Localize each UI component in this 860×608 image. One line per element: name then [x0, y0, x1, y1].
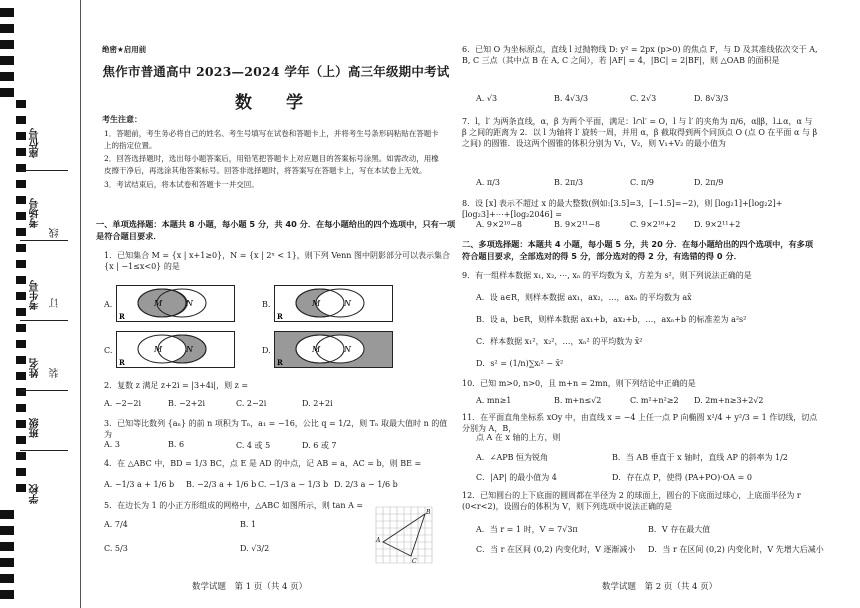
q3-option-b: B. 6	[168, 440, 185, 449]
venn-d-r: R	[277, 358, 283, 367]
question-5-stem: 5．在边长为 1 的小正方形组成的网格中，△ABC 如图所示，则 tan A =	[104, 501, 364, 510]
q8-option-a: A. 9×2¹⁰−8	[476, 220, 522, 229]
venn-a-r: R	[119, 312, 125, 321]
seat-number-blank[interactable]	[20, 170, 68, 171]
page-2-footer: 数学试题 第 2 页（共 4 页）	[602, 582, 718, 592]
question-7-stem: 7．l，l′ 为两条直线，α，β 为两个平面，满足：l∩l′ = O，l 与 l′ 的夹角为 π/6，α∥β，l⊥α，α 与 β 之间的距离为 2．以 l 为轴将 l′ 旋转一周，并用 α，β 截取得到两个同顶点 O (点 O 在平面 α 与 β 之间) 的圆锥．设这两个圆锥的体积分别为 V₁，V₂，则 V₁+V₂ 的最小值为	[462, 117, 818, 149]
label-class: 班级	[30, 418, 41, 438]
q7-option-b: B. 2π/3	[554, 178, 584, 187]
q6-option-a: A. √3	[476, 94, 498, 103]
q7-option-c: C. π/9	[630, 178, 654, 187]
venn-a-m: M	[154, 299, 163, 308]
cut-mark-staple: 订	[50, 298, 61, 308]
question-1-stem: 1．已知集合 M = {x | x+1≥0}，N = {x | 2ˣ < 1}，则下列 Venn 图中阴影部分可以表示集合 {x | −1≤x<0} 的是	[104, 251, 450, 272]
q3-option-a: A. 3	[104, 440, 120, 449]
q2-option-b: B. −2+2i	[168, 399, 206, 408]
cut-mark-line: 线	[50, 228, 61, 238]
question-4-stem: 4．在 △ABC 中，BD = 1/3 BC，点 E 是 AD 的中点，记 AB = a，AC = b，则 BE =	[104, 459, 422, 468]
venn-b-m: M	[312, 299, 321, 308]
q8-option-d: D. 9×2¹¹+2	[694, 220, 741, 229]
q5-option-b: B. 1	[240, 520, 257, 529]
q7-option-d: D. 2π/9	[694, 178, 724, 187]
cut-mark-bind: 装	[50, 368, 61, 378]
venn-d-n: N	[344, 345, 351, 354]
label-seat-number: 座位号	[30, 128, 41, 158]
q5-option-d: D. √3/2	[240, 544, 270, 553]
q3-option-d: D. 6 或 7	[302, 441, 337, 450]
label-candidate-number: 考生号	[30, 280, 41, 310]
q2-option-c: C. 2−2i	[236, 399, 267, 408]
q7-option-a: A. π/3	[476, 178, 500, 187]
question-2-stem: 2．复数 z 满足 z+2i = |3+4i|，则 z =	[104, 381, 249, 390]
page-1-footer: 数学试题 第 1 页（共 4 页）	[192, 582, 308, 592]
q12-option-a: A．当 r = 1 时，V = 7√3π	[476, 525, 578, 534]
q3-option-c: C. 4 或 5	[236, 441, 271, 450]
venn-diagram-a	[116, 285, 236, 323]
binding-line	[80, 0, 81, 608]
q4-option-c: C. −1/3 a − 1/3 b	[258, 480, 329, 489]
question-11-stem-cont: 点 A 在 x 轴的上方，则	[476, 433, 561, 442]
question-10-stem: 10．已知 m>0, n>0，且 m+n = 2mn，则下列结论中正确的是	[462, 379, 696, 388]
candidate-number-blank[interactable]	[20, 320, 68, 321]
q10-option-c: C. m²+n²≥2	[630, 396, 679, 405]
q8-option-b: B. 9×2¹¹−8	[554, 220, 601, 229]
venn-diagram-b	[274, 285, 394, 323]
q10-option-b: B. m+n≤√2	[554, 396, 602, 405]
label-room-number: 考场号	[30, 198, 41, 228]
question-11-stem: 11．在平面直角坐标系 xOy 中，由直线 x = −4 上任一点 P 向椭圆 x²/4 + y²/3 = 1 作切线，切点分别为 A，B，	[462, 413, 818, 434]
subject-title: 数 学	[235, 93, 317, 113]
q1-option-b-label: B.	[262, 300, 271, 309]
q10-option-d: D. 2m+n≥3+2√2	[694, 396, 764, 405]
question-3-stem: 3．已知等比数列 {aₙ} 的前 n 项积为 Tₙ，a₁ = −16，公比 q = 1/2，则 Tₙ 取最大值时 n 的值为	[104, 419, 448, 440]
q9-option-c: C．样本数据 x₁²，x₂²，…，xₙ² 的平均数为 x̄²	[476, 337, 643, 346]
venn-diagram-d	[274, 331, 394, 369]
q11-option-b: B．当 AB 垂直于 x 轴时，直线 AP 的斜率为 1/2	[612, 453, 788, 462]
q5-option-a: A. 7/4	[104, 520, 128, 529]
q8-option-c: C. 9×2¹⁰+2	[630, 220, 677, 229]
q1-option-a-label: A.	[104, 300, 113, 309]
q6-option-d: D. 8√3/3	[694, 94, 729, 103]
q10-option-a: A. mn≥1	[476, 396, 512, 405]
question-8-stem: 8．设 [x] 表示不超过 x 的最大整数(例如:[3.5]=3，[−1.5]=−2)，则 [log₂1]+[log₂2]+[log₂3]+⋯+[log₂2046] =	[462, 199, 783, 220]
name-blank[interactable]	[20, 390, 68, 391]
vertex-b: B	[426, 509, 431, 516]
q4-option-d: D. 2/3 a − 1/6 b	[334, 480, 398, 489]
class-blank[interactable]	[20, 450, 68, 451]
vertex-c: C	[412, 558, 417, 565]
q9-option-a: A．设 a∈R，则样本数据 ax₁，ax₂，…，axₙ 的平均数为 ax̄	[476, 293, 692, 302]
note-item: 3．考试结束后，将本试卷和答题卡一并交回。	[104, 179, 259, 189]
note-item: 1．答题前，考生务必将自己的姓名、考生号填写在试卷和答题卡上，并将考生号条形码粘贴在答题卡上的指定位置。	[104, 129, 439, 150]
q5-option-c: C. 5/3	[104, 544, 128, 553]
venn-c-n: N	[186, 345, 193, 354]
q11-option-c: C．|AP| 的最小值为 4	[476, 473, 557, 482]
binding-margin	[0, 0, 86, 608]
exam-title: 焦作市普通高中 2023—2024 学年（上）高三年级期中考试	[102, 64, 450, 79]
question-12-stem: 12．已知圆台的上下底面的圆周都在半径为 2 的球面上，圆台的下底面过球心，上底面半径为 r (0<r<2)，设圆台的体积为 V，则下列选项中说法正确的是	[462, 491, 801, 512]
label-school: 学校	[30, 484, 41, 504]
q12-option-b: B．V 存在最大值	[648, 525, 711, 534]
question-6-stem: 6．已知 O 为坐标原点，直线 l 过抛物线 D: y² = 2px (p>0) 的焦点 F，与 D 及其准线依次交于 A, B, C 三点（其中点 B 在 A, C 之间），若 |AF| = 4，|BC| = 2|BF|，则 △OAB 的面积是	[462, 45, 818, 66]
venn-diagram-c	[116, 331, 236, 369]
binding-stripes-2	[16, 100, 26, 500]
note-item: 2．回答选择题时，选出每小题答案后，用铅笔把答题卡上对应题目的答案标号涂黑。如需改动，用橡皮擦干净后，再选涂其他答案标号。回答非选择题时，将答案写在答题卡上，写在本试卷上无效。	[104, 154, 439, 175]
binding-stripes	[0, 0, 14, 608]
q2-option-a: A. −2−2i	[104, 399, 142, 408]
venn-c-m: M	[154, 345, 163, 354]
venn-d-m: M	[312, 345, 321, 354]
venn-a-n: N	[186, 299, 193, 308]
notes-list	[104, 128, 444, 192]
q2-option-d: D. 2+2i	[302, 399, 333, 408]
notes-heading: 考生注意：	[102, 115, 142, 124]
q1-option-d-label: D.	[262, 346, 271, 355]
q12-option-c: C．当 r 在区间 (0,2) 内变化时，V 逐渐减小	[476, 545, 636, 554]
label-name: 姓名	[30, 358, 41, 378]
confidential-mark: 绝密★启用前	[102, 45, 147, 54]
vertex-a: A	[376, 537, 381, 544]
q12-option-d: D．当 r 在区间 (0,2) 内变化时，V 先增大后减小	[648, 545, 824, 554]
q4-option-b: B. −2/3 a + 1/6 b	[186, 480, 257, 489]
room-number-blank[interactable]	[20, 240, 68, 241]
q1-option-c-label: C.	[104, 346, 113, 355]
q9-option-b: B．设 a，b∈R，则样本数据 ax₁+b，ax₂+b，…，axₙ+b 的标准差为 a²s²	[476, 315, 747, 324]
question-9-stem: 9．有一组样本数据 x₁, x₂, ⋯, xₙ 的平均数为 x̄，方差为 s²，则下列说法正确的是	[462, 271, 752, 280]
grid-triangle-figure	[374, 505, 436, 567]
q6-option-c: C. 2√3	[630, 94, 657, 103]
venn-c-r: R	[119, 358, 125, 367]
q6-option-b: B. 4√3/3	[554, 94, 589, 103]
section-2-heading: 二、多项选择题：本题共 4 小题，每小题 5 分，共 20 分．在每小题给出的四个选项中，有多项符合题目要求，全部选对的得 5 分，部分选对的得 2 分，有选错的得 0 分．	[462, 239, 814, 262]
q9-option-d: D．s² = (1/n)∑xᵢ² − x̄²	[476, 359, 564, 368]
venn-b-r: R	[277, 312, 283, 321]
q11-option-d: D．存在点 P，使得 (PA+PO)·OA = 0	[612, 473, 752, 482]
q11-option-a: A．∠APB 恒为锐角	[476, 453, 549, 462]
section-1-heading: 一、单项选择题：本题共 8 小题，每小题 5 分，共 40 分．在每小题给出的四个选项中，只有一项是符合题目要求．	[96, 219, 456, 242]
venn-b-n: N	[344, 299, 351, 308]
q4-option-a: A. −1/3 a + 1/6 b	[104, 480, 175, 489]
